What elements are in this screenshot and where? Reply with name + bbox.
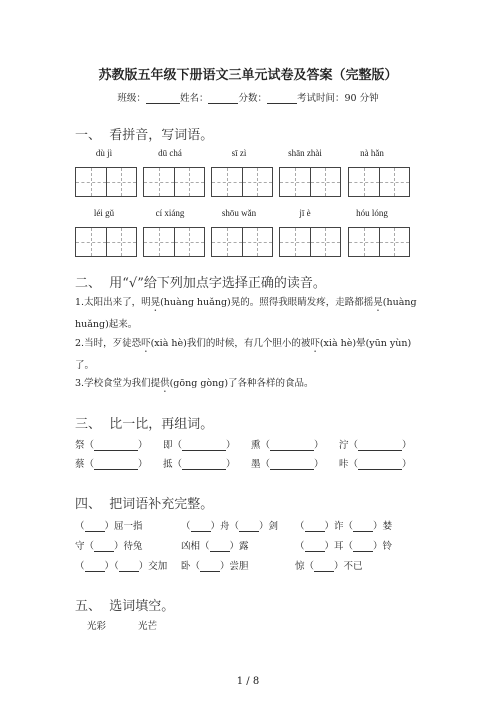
answer-blank[interactable] — [85, 521, 105, 532]
q2-line: 了。 — [75, 359, 95, 371]
answer-blank[interactable] — [353, 521, 373, 532]
page-title: 苏教版五年级下册语文三单元试卷及答案（完整版） — [98, 68, 398, 83]
pinyin: shōu wǎn — [221, 208, 257, 218]
answer-blank[interactable] — [353, 541, 373, 552]
answer-blank[interactable] — [94, 459, 138, 470]
q2-line: 2.当时，歹徒恐吓(xià hè)我们的时候，有几个胆小的被吓(xià hè)晕(yūn yùn) — [75, 337, 412, 349]
answer-blank[interactable] — [358, 440, 402, 451]
question-2-text — [75, 295, 425, 395]
writing-box[interactable] — [279, 227, 341, 257]
writing-box[interactable] — [211, 227, 273, 257]
section-heading-1: 一、 看拼音，写词语。 — [75, 128, 214, 143]
pinyin: jī è — [299, 208, 311, 218]
writing-box[interactable] — [143, 227, 205, 257]
compare-row-1: 祭（ ） 即（ ） 熏（ ） 泞（ ） — [75, 440, 412, 451]
writing-box[interactable] — [211, 167, 273, 197]
section-heading-2: 二、 用“√”给下列加点字选择正确的读音。 — [75, 276, 326, 291]
writing-box-row-2 — [0, 227, 496, 257]
pinyin: dū chá — [158, 148, 182, 158]
answer-blank[interactable] — [182, 440, 226, 451]
class-label: 班级： — [117, 93, 146, 104]
answer-blank[interactable] — [182, 459, 226, 470]
time-label: 考试时间：90 分钟 — [296, 93, 379, 104]
writing-box[interactable] — [348, 227, 410, 257]
answer-blank[interactable] — [305, 541, 325, 552]
answer-blank[interactable] — [314, 561, 334, 572]
pinyin: cí xiáng — [155, 208, 185, 218]
answer-blank[interactable] — [94, 541, 114, 552]
answer-blank[interactable] — [239, 521, 259, 532]
q2-line: 3.学校食堂为我们提供(gōng gòng)了各种各样的食品。 — [75, 378, 314, 389]
section-heading-4: 四、 把词语补充完整。 — [75, 497, 214, 512]
class-blank — [146, 93, 180, 104]
answer-blank[interactable] — [119, 561, 139, 572]
score-blank — [267, 93, 297, 104]
choice-word: 光芒 — [138, 621, 158, 632]
answer-blank[interactable] — [270, 459, 314, 470]
page-number: 1 / 8 — [236, 676, 260, 687]
writing-box-row-1 — [0, 167, 496, 197]
answer-blank[interactable] — [358, 459, 402, 470]
answer-blank[interactable] — [210, 541, 230, 552]
pinyin: nà hǎn — [360, 148, 384, 158]
answer-blank[interactable] — [200, 561, 220, 572]
writing-box[interactable] — [348, 167, 410, 197]
answer-blank[interactable] — [270, 440, 314, 451]
student-info-line — [0, 90, 496, 104]
pinyin: shān zhài — [288, 148, 322, 158]
writing-box[interactable] — [279, 167, 341, 197]
word-choices — [87, 618, 189, 632]
answer-blank[interactable] — [85, 561, 105, 572]
pinyin: dù jì — [95, 148, 113, 158]
name-blank — [208, 93, 238, 104]
answer-blank[interactable] — [305, 521, 325, 532]
pinyin: sī zì — [231, 148, 247, 158]
answer-blank[interactable] — [94, 440, 138, 451]
choice-word: 光彩 — [87, 621, 107, 632]
writing-box[interactable] — [75, 167, 137, 197]
pinyin: léi gǔ — [93, 208, 115, 218]
compare-row-2: 蔡（ ） 抵（ ） 墨（ ） 咔（ ） — [75, 459, 412, 470]
pinyin: hóu lóng — [356, 208, 388, 218]
score-label: 分数： — [238, 93, 267, 104]
section-heading-3: 三、 比一比，再组词。 — [75, 417, 214, 432]
name-label: 姓名： — [179, 93, 209, 104]
section-heading-5: 五、 选词填空。 — [75, 599, 175, 614]
q2-line: 1.太阳出来了，明晃(huàng huǎng)晃的。照得我眼睛发疼，走路都摇晃(huàng — [75, 297, 417, 308]
q2-line: huǎng)起来。 — [75, 319, 138, 330]
answer-blank[interactable] — [191, 521, 211, 532]
writing-box[interactable] — [75, 227, 137, 257]
writing-box[interactable] — [143, 167, 205, 197]
